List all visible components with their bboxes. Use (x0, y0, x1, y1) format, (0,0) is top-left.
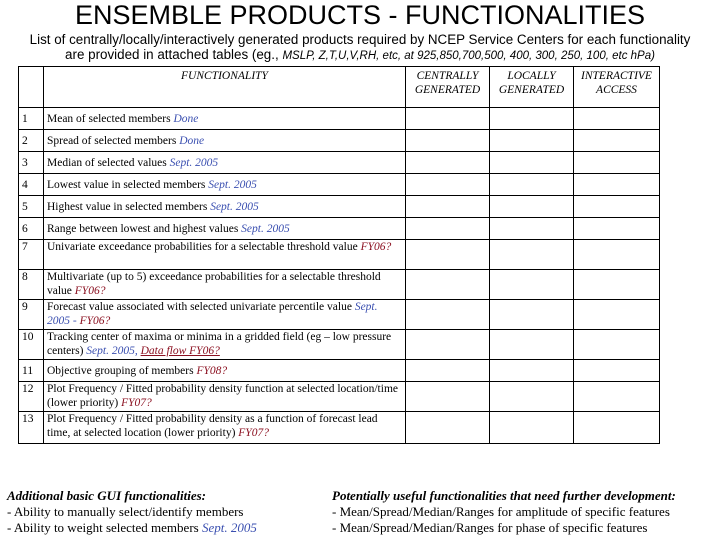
subtitle (6, 32, 714, 64)
row-status-red: FY07? (238, 427, 269, 439)
table-row (19, 270, 660, 300)
future-line-2: - Mean/Spread/Median/Ranges for phase of specific features (332, 520, 648, 535)
row-empty-cell-cg (406, 130, 490, 152)
row-status-red: FY06? (74, 285, 106, 297)
table-row (19, 130, 660, 152)
row-empty-cell-ia (574, 330, 660, 360)
row-text: Plot Frequency / Fitted probability density as a function of forecast lead time, at selected location (lower priority) (47, 413, 378, 439)
row-empty-cell-cg (406, 152, 490, 174)
row-number: 13 (19, 412, 44, 444)
row-empty-cell-ia (574, 218, 660, 240)
row-number: 7 (19, 240, 44, 270)
row-number: 11 (19, 360, 44, 382)
subtitle-line-1: List of centrally/locally/interactively generated products required by NCEP Service Centers for each functionality (29, 32, 691, 47)
table-row (19, 412, 660, 444)
row-empty-cell-ia (574, 360, 660, 382)
row-text: Multivariate (up to 5) exceedance probabilities for a selectable threshold value (47, 271, 381, 297)
row-functionality (44, 360, 406, 382)
row-functionality (44, 108, 406, 130)
row-number: 5 (19, 196, 44, 218)
row-empty-cell-ia (574, 108, 660, 130)
row-text: Univariate exceedance probabilities for a selectable threshold value (47, 241, 358, 253)
row-empty-cell-ia (574, 152, 660, 174)
row-number: 6 (19, 218, 44, 240)
row-empty-cell-ia (574, 196, 660, 218)
table-row (19, 152, 660, 174)
table-row (19, 360, 660, 382)
header-num-cell (19, 67, 44, 108)
row-status-red: FY06? (79, 315, 111, 327)
future-line-1: - Mean/Spread/Median/Ranges for amplitude of specific features (332, 504, 670, 519)
row-functionality (44, 218, 406, 240)
subtitle-line-2-italic: MSLP, Z,T,U,V,RH, etc, at 925,850,700,500, 400, 300, 250, 100, etc hPa) (282, 50, 655, 62)
row-empty-cell-cg (406, 300, 490, 330)
table-row (19, 174, 660, 196)
row-empty-cell-cg (406, 270, 490, 300)
row-functionality (44, 152, 406, 174)
row-empty-cell-cg (406, 196, 490, 218)
table-row (19, 300, 660, 330)
row-number: 2 (19, 130, 44, 152)
row-empty-cell-ia (574, 412, 660, 444)
row-status-red: Data flow FY06? (140, 345, 220, 357)
header-locally-generated: LOCALLY GENERATED (490, 67, 574, 108)
row-text: Tracking center of maxima or minima in a gridded field (eg – low pressure centers) (47, 331, 392, 357)
row-empty-cell-cg (406, 240, 490, 270)
row-empty-cell-lg (490, 218, 574, 240)
table-row (19, 196, 660, 218)
row-text: Objective grouping of members (47, 364, 194, 377)
row-status-blue: Sept. 2005 (169, 156, 219, 169)
table-row (19, 218, 660, 240)
subtitle-line-2 (6, 47, 714, 64)
row-status-red: FY08? (196, 364, 228, 377)
row-status-blue: Sept. 2005, (86, 345, 138, 357)
row-status-red: FY07? (121, 397, 152, 409)
row-number: 10 (19, 330, 44, 360)
row-empty-cell-ia (574, 382, 660, 412)
subtitle-line-2-prefix: are provided in attached tables (eg., (65, 47, 279, 62)
row-empty-cell-ia (574, 174, 660, 196)
future-heading: Potentially useful functionalities that need further development: (332, 488, 676, 503)
gui-line-2 (7, 520, 257, 536)
gui-heading: Additional basic GUI functionalities: (7, 488, 206, 503)
gui-line-2-status: Sept. 2005 (201, 520, 257, 535)
header-interactive-access: INTERACTIVE ACCESS (574, 67, 660, 108)
row-empty-cell-lg (490, 240, 574, 270)
row-status-blue: Sept. 2005 (210, 200, 259, 213)
row-number: 9 (19, 300, 44, 330)
row-functionality (44, 174, 406, 196)
row-empty-cell-lg (490, 330, 574, 360)
row-text: Lowest value in selected members (47, 178, 206, 191)
row-text: Forecast value associated with selected univariate percentile value (47, 301, 352, 313)
row-functionality (44, 240, 406, 270)
row-number: 4 (19, 174, 44, 196)
row-text: Median of selected values (47, 156, 167, 169)
row-empty-cell-lg (490, 300, 574, 330)
row-empty-cell-ia (574, 270, 660, 300)
bottom-left-notes (7, 488, 257, 536)
row-functionality (44, 300, 406, 330)
row-empty-cell-lg (490, 196, 574, 218)
row-text: Spread of selected members (47, 134, 177, 147)
header-centrally-generated: CENTRALLY GENERATED (406, 67, 490, 108)
row-text: Highest value in selected members (47, 200, 208, 213)
table-row (19, 330, 660, 360)
row-empty-cell-lg (490, 360, 574, 382)
row-number: 3 (19, 152, 44, 174)
row-text: Range between lowest and highest values (47, 222, 239, 235)
row-empty-cell-ia (574, 300, 660, 330)
row-empty-cell-cg (406, 330, 490, 360)
row-text: Plot Frequency / Fitted probability density function at selected location/time (lower priority) (47, 383, 398, 409)
table-row (19, 382, 660, 412)
row-status-blue: Sept. 2005 - (47, 301, 378, 327)
row-status-red: FY06? (360, 241, 392, 253)
row-empty-cell-lg (490, 130, 574, 152)
row-empty-cell-cg (406, 360, 490, 382)
row-status-blue: Sept. 2005 (241, 222, 290, 235)
row-empty-cell-lg (490, 382, 574, 412)
row-functionality (44, 130, 406, 152)
row-empty-cell-cg (406, 412, 490, 444)
row-functionality (44, 412, 406, 444)
gui-line-2-text: - Ability to weight selected members (7, 520, 199, 535)
row-status-blue: Done (173, 112, 199, 125)
functionality-table (18, 66, 660, 444)
row-empty-cell-lg (490, 174, 574, 196)
row-functionality (44, 330, 406, 360)
row-number: 12 (19, 382, 44, 412)
row-number: 8 (19, 270, 44, 300)
row-empty-cell-lg (490, 108, 574, 130)
row-empty-cell-lg (490, 270, 574, 300)
row-empty-cell-cg (406, 382, 490, 412)
table-header-row (19, 67, 660, 108)
row-functionality (44, 270, 406, 300)
row-functionality (44, 382, 406, 412)
row-number: 1 (19, 108, 44, 130)
row-functionality (44, 196, 406, 218)
row-empty-cell-ia (574, 130, 660, 152)
row-empty-cell-lg (490, 152, 574, 174)
row-empty-cell-cg (406, 108, 490, 130)
row-empty-cell-lg (490, 412, 574, 444)
page-title: ENSEMBLE PRODUCTS - FUNCTIONALITIES (74, 0, 646, 30)
row-status-blue: Done (179, 134, 205, 147)
row-empty-cell-cg (406, 218, 490, 240)
row-text: Mean of selected members (47, 112, 171, 125)
header-functionality: FUNCTIONALITY (44, 67, 406, 108)
gui-line-1: - Ability to manually select/identify members (7, 504, 244, 519)
row-empty-cell-ia (574, 240, 660, 270)
bottom-right-notes (332, 488, 676, 536)
table-row (19, 240, 660, 270)
table-row (19, 108, 660, 130)
row-empty-cell-cg (406, 174, 490, 196)
row-status-blue: Sept. 2005 (208, 178, 257, 191)
